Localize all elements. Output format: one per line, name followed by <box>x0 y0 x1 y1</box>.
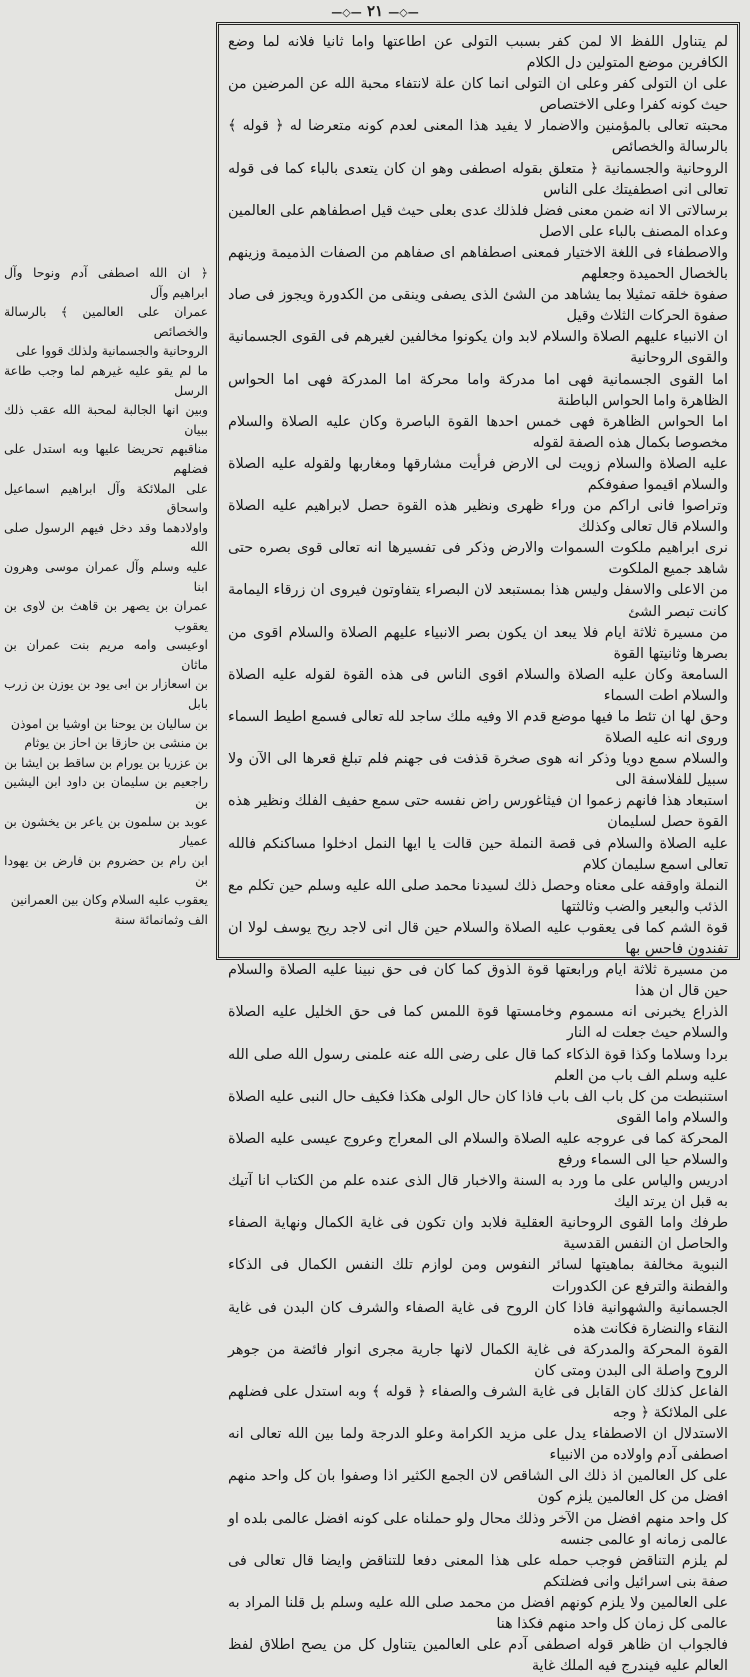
main-text-line: ادريس والياس على ما ورد به السنة والاخبار قال الذى عنده علم من الكتاب انا آتيك به قبل ان يرتد اليك <box>228 1173 728 1211</box>
main-text-line: عليه الصلاة والسلام فى قصة النملة حين قالت يا ايها النمل ادخلوا مساكنكم فالله تعالى اسمع سليمان كلام <box>228 835 728 873</box>
main-text-line: نرى ابراهيم ملكوت السموات والارض وذكر فى تفسيرها انه تعالى قوى بصره حتى شاهد جميع الملكوت <box>228 540 728 578</box>
margin-text-line: عمران بن يصهر بن قاهث بن لاوى بن يعقوب <box>4 598 208 633</box>
margin-text-line: عمران على العالمين ﴾ بالرسالة والخصائص <box>4 304 208 339</box>
margin-text-line: اوعيسى وامه مريم بنت عمران بن ماثان <box>4 637 208 672</box>
ornament-right: —◇— <box>388 6 419 19</box>
main-text-line: طرفك واما القوى الروحانية العقلية فلابد وان تكون فى غاية الكمال ونهاية الصفاء والحاصل ان النفس القدسية <box>228 1215 728 1253</box>
main-text-line: القوة المحركة والمدركة فى غاية الكمال لانها جارية مجرى انوار فائضة من جوهر الروح واصلة الى البدن ومتى كان <box>228 1341 728 1379</box>
main-text-line: لم يلزم التناقض فوجب حمله على هذا المعنى دفعا للتناقض وايضا قال تعالى فى صفة بنى اسرائيل وانى فضلتكم <box>228 1552 728 1590</box>
main-text-line: ان الانبياء عليهم الصلاة والسلام لابد وان يكونوا مخالفين لغيرهم فى القوى الجسمانية والقوى الروحانية <box>228 329 728 367</box>
main-text-line: والسلام سمع دويا وذكر انه هوى صخرة قذفت فى جهنم فلم تبلغ قعرها الى الآن ولا سبيل للفلاسفة الى <box>228 751 728 789</box>
main-text-line: النبوية مخالفة بماهيتها لسائر النفوس ومن لوازم تلك النفس الكمال فى الذكاء والفطنة والترفع عن الكدورات <box>228 1257 728 1295</box>
margin-text-line: ﴿ ان الله اصطفى آدم ونوحا وآل ابراهيم وآل <box>4 265 208 300</box>
main-text-line: على ان التولى كفر وعلى ان التولى انما كان علة لانتفاء محبة الله عن المرضين من حيث كونه كفرا وعلى الاختصاص <box>228 76 728 114</box>
margin-text-line: راجعيم بن سليمان بن داود ابن اليشين بن <box>4 774 208 810</box>
margin-text-line: بن اسعازار بن ابى يود بن يوزن بن زرب بابل <box>4 676 208 712</box>
margin-text-line: مناقبهم تحريضا عليها وبه استدل على فضلهم <box>4 441 208 476</box>
main-text-line: الذراع يخبرنى انه مسموم وخامستها قوة اللمس كما فى حق الخليل عليه الصلاة والسلام حيث جعلت له النار <box>228 1004 728 1042</box>
main-text-line: لم يتناول اللفظ الا لمن كفر بسبب التولى عن اطاعتها واما ثانيا فلانه لما وضع الكافرين موضع المتولين دل الكلام <box>228 34 728 72</box>
main-text-line: المحركة كما فى عروجه عليه الصلاة والسلام الى المعراج وعروج عيسى عليه الصلاة والسلام حيا الى السماء ورفع <box>228 1130 728 1168</box>
margin-text-line: ابن رام بن حضروم بن فارض بن يهودا بن <box>4 852 208 888</box>
margin-text-line: يعقوب عليه السلام وكان بين العمرانين <box>10 892 208 907</box>
main-text-line: الفاعل كذلك كان القابل فى غاية الشرف والصفاء ﴿ قوله ﴾ وبه استدل على فضلهم على الملائكة ﴿ وجه <box>228 1384 728 1422</box>
margin-text-line: بن عزريا بن يورام بن ساقط بن ايشا بن <box>4 754 208 770</box>
main-text-line: من مسيرة ثلاثة ايام ورابعتها قوة الذوق كما كان فى حق نبينا عليه الصلاة والسلام حين قال ان هذا <box>228 962 728 1000</box>
margin-commentary <box>4 263 208 929</box>
main-text-line: على كل العالمين اذ ذلك الى الشاقص لان الجمع الكثير اذا وصفوا بان كل واحد منهم افضل من كل العالمين يلزم كون <box>228 1468 728 1506</box>
margin-text-line: عوبد بن سلمون بن ياعر بن يخشون بن عميار <box>4 813 208 849</box>
margin-text-line: واولادهما وقد دخل فيهم الرسول صلى الله <box>4 519 208 555</box>
margin-text-line: بن منشى بن حازقا بن احاز بن يوثام <box>24 735 208 751</box>
main-text-line: قوة الشم كما فى يعقوب عليه الصلاة والسلام حين قال انى لاجد ريح يوسف لولا ان تفندون فاحس بها <box>228 919 728 958</box>
ornament-left: —◇— <box>331 6 362 19</box>
main-text-line: الروحانية والجسمانية ﴿ متعلق بقوله اصطفى وهو ان كان يتعدى بالباء كما فى قوله تعالى انى اصطفيتك على الناس <box>228 160 728 198</box>
main-text-line: كل واحد منهم افضل من الآخر وذلك محال ولو حملناه على كونه افضل عالمى بلده او عالمى زمانه او عالمى جنسه <box>228 1510 728 1548</box>
margin-text-line: بن ساليان بن يوحنا بن اوشيا بن اموذن <box>10 715 208 731</box>
main-text-line: برسالاتى الا انه ضمن معنى فضل فلذلك عدى بعلى حيث قيل اصطفاهم على العالمين وعداه المصنف بالباء على الاصل <box>228 202 728 240</box>
main-text-line: وحق لها ان تئط ما فيها موضع قدم الا وفيه ملك ساجد لله تعالى فسمع اطيط السماء وروى انه عليه الصلاة <box>228 709 728 747</box>
main-text-line: استبعاد هذا فانهم زعموا ان فيثاغورس راض نفسه حتى سمع حفيف الفلك ونظير هذه القوة حصل لسليمان <box>228 793 728 831</box>
main-text-line: اما الحواس الظاهرة فهى خمس احدها القوة الباصرة وكان عليه الصلاة والسلام مخصوصا بكمال هذه الصفة لقوله <box>228 413 728 451</box>
margin-text-line: عليه وسلم وآل عمران موسى وهرون ابنا <box>4 558 208 594</box>
page-number-value: ٢١ <box>366 2 384 20</box>
margin-text-line: ما لم يقو عليه غيرهم لما وجب طاعة الرسل <box>4 362 208 398</box>
page-number <box>0 2 750 20</box>
main-text-line: فالجواب ان ظاهر قوله اصطفى آدم على العالمين يتناول كل من يصح اطلاق لفظ العالم عليه فيندرج فيه الملك غاية <box>228 1637 728 1675</box>
main-text-line: الاستدلال ان الاصطفاء يدل على مزيد الكرامة وعلو الدرجة ولما بين الله تعالى انه اصطفى آدم واولاده من الانبياء <box>228 1426 728 1464</box>
main-text-line: بردا وسلاما وكذا قوة الذكاء كما قال على رضى الله عنه علمنى رسول الله صلى الله عليه وسلم الف باب من العلم <box>228 1046 728 1084</box>
main-text-line: وتراصوا فانى اراكم من وراء ظهرى ونظير هذه القوة حصل لابراهيم عليه الصلاة والسلام قال تعالى وكذلك <box>228 498 728 536</box>
main-text-line: السامعة وكان عليه الصلاة والسلام اقوى الناس فى هذه القوة لقوله عليه الصلاة والسلام اطت السماء <box>228 666 728 704</box>
margin-text-line: الروحانية والجسمانية ولذلك قووا على <box>15 343 208 359</box>
main-text-line: عليه الصلاة والسلام زويت لى الارض فرأيت مشارقها ومغاربها ولقوله عليه الصلاة والسلام اقيموا صفوفكم <box>228 455 728 493</box>
margin-text-line: الف وثمانمائة سنة <box>114 911 208 927</box>
main-text-line: النملة واوقفه على معناه وحصل ذلك لسيدنا محمد صلى الله عليه وسلم حين تكلم مع الذئب والبعير والضب وثالثتها <box>228 877 728 915</box>
main-text-line: من الاعلى والاسفل وليس هذا بمستبعد لان البصراء يتفاوتون فيروى ان زرقاء اليمامة كانت تبصر الشئ <box>228 582 728 620</box>
main-text-line: صفوة خلقه تمثيلا بما يشاهد من الشئ الذى يصفى وينقى من الكدورة ويجوز فى صاد صفوة الحركات الثلاث وقيل <box>228 287 728 325</box>
main-text-line: استنبطت من كل باب الف باب فاذا كان حال الولى هكذا فكيف حال النبى عليه الصلاة والسلام واما القوى <box>228 1088 728 1126</box>
main-text-line: من مسيرة ثلاثة ايام فلا يبعد ان يكون بصر الانبياء عليهم الصلاة والسلام اقوى من بصرها وثانيتها القوة <box>228 624 728 662</box>
margin-text-line: على الملائكة وآل ابراهيم اسماعيل واسحاق <box>4 480 208 516</box>
main-text-box <box>216 22 740 1675</box>
main-text-line: اما القوى الجسمانية فهى اما مدركة واما محركة اما المدركة فهى اما الحواس الظاهرة واما الحواس الباطنة <box>228 371 728 409</box>
main-text-line: الجسمانية والشهوانية فاذا كان الروح فى غاية الصفاء والشرف كان البدن فى غاية النقاء والنضارة فكانت هذه <box>228 1299 728 1337</box>
main-text-line: على العالمين ولا يلزم كونهم افضل من محمد صلى الله عليه وسلم بل قلنا المراد به عالمى كل زمان كل واحد منهم فكذا هنا <box>228 1594 728 1633</box>
main-text-line: والاصطفاء فى اللغة الاختيار فمعنى اصطفاهم اى صفاهم من الصفات الذميمة وزينهم بالخصال الحميدة وجعلهم <box>228 244 728 283</box>
main-text-line: محبته تعالى بالمؤمنين والاضمار لا يفيد هذا المعنى لعدم كونه متعرضا له ﴿ قوله ﴾ بالرسالة والخصائص <box>228 118 728 156</box>
margin-text-line: وبين انها الجالبة لمحبة الله عقب ذلك ببيان <box>4 402 208 437</box>
